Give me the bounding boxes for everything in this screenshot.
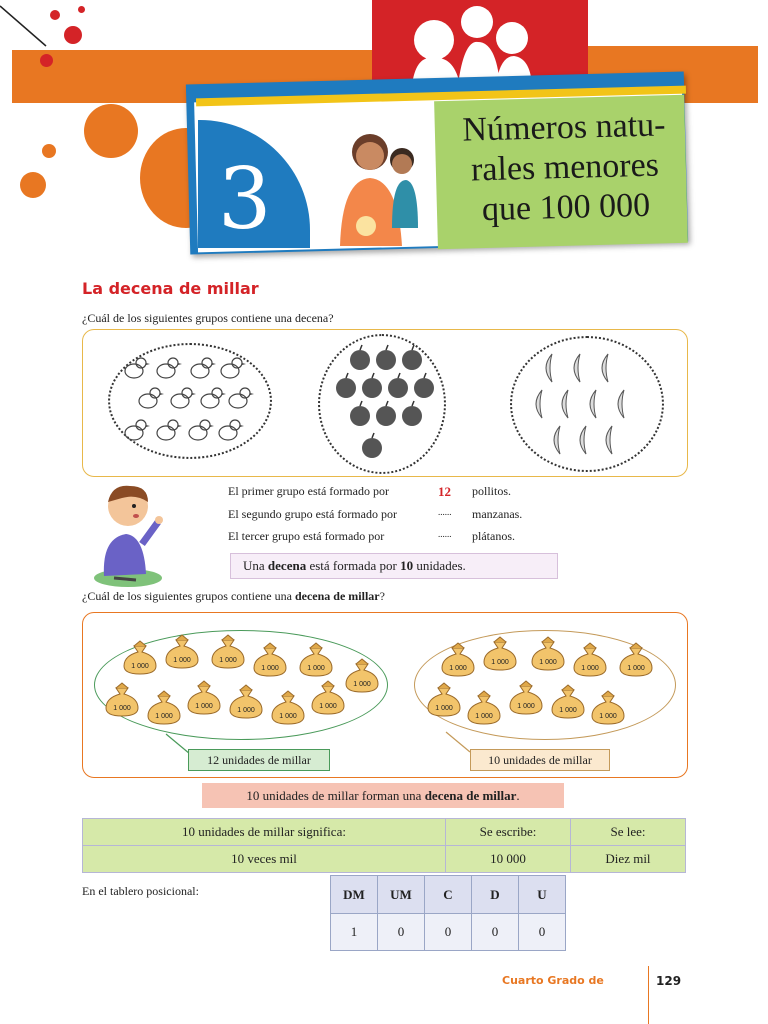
apple-icon: [402, 345, 422, 370]
money-bag-icon: [226, 684, 266, 720]
money-bag-icon: [184, 680, 224, 716]
apple-icon: [388, 373, 408, 398]
money-bag-label: 1 000: [449, 665, 467, 672]
money-bag-icon: [528, 636, 568, 672]
pv-header-u: U: [519, 876, 566, 914]
place-value-table: [330, 875, 566, 951]
boy-illustration: [92, 478, 168, 588]
money-bag-icon: [506, 680, 546, 716]
decena-post: unidades.: [413, 558, 466, 573]
money-bag-label: 1 000: [581, 665, 599, 672]
decor-dot: [78, 6, 85, 13]
banana-icon: [574, 354, 580, 382]
summary-post: .: [516, 788, 520, 803]
pv-value-dm: 1: [331, 914, 378, 951]
money-bag-icon: [424, 682, 464, 718]
decena-ten: 10: [400, 558, 414, 573]
money-bag-label: 1 000: [319, 703, 337, 710]
apple-icon: [402, 401, 422, 426]
money-bag-icon: [120, 640, 160, 676]
money-bag-icon: [438, 642, 478, 678]
pv-value-u: 0: [519, 914, 566, 951]
chick-icon: [139, 388, 164, 408]
chicks-illustration: [110, 345, 270, 457]
meaning-header-3: Se lee:: [571, 819, 686, 846]
tag-12-units: 12 unidades de millar: [188, 749, 330, 771]
money-bag-icon: [308, 680, 348, 716]
apple-icon: [350, 401, 370, 426]
chapter-number: 3: [218, 150, 272, 248]
banana-icon: [602, 354, 608, 382]
banana-icon: [580, 426, 586, 454]
decor-line: [0, 0, 60, 60]
apple-icon: [362, 433, 382, 458]
money-bag-label: 1 000: [491, 659, 509, 666]
bananas-group: [510, 336, 664, 472]
money-bag-icon: [616, 642, 656, 678]
money-bag-label: 1 000: [475, 713, 493, 720]
apple-icon: [350, 345, 370, 370]
header-white-area: [12, 0, 372, 50]
chapter-title-line: Números natu-: [461, 106, 666, 149]
pv-value-c: 0: [425, 914, 472, 951]
meaning-table: [82, 818, 686, 873]
chick-icon: [229, 388, 254, 408]
money-bag-label: 1 000: [261, 665, 279, 672]
pv-header-dm: DM: [331, 876, 378, 914]
chick-icon: [191, 358, 216, 378]
decena-mid: está formada por: [306, 558, 401, 573]
question-2: [82, 589, 385, 604]
money-bag-icon: [268, 690, 308, 726]
bananas-illustration: [512, 338, 662, 470]
money-bag-label: 1 000: [155, 713, 173, 720]
apple-icon: [336, 373, 356, 398]
decena-statement: [230, 553, 558, 579]
chick-icon: [125, 358, 150, 378]
banana-icon: [606, 426, 612, 454]
group-line-2-text: El segundo grupo está formado por: [228, 507, 397, 521]
header-white-area-right: [588, 0, 758, 46]
group-line-3-value: ......: [438, 529, 452, 539]
apple-icon: [376, 401, 396, 426]
question-2-bold: decena de millar: [294, 589, 380, 603]
money-bag-icon: [480, 636, 520, 672]
apples-group: [318, 334, 446, 474]
pv-value-d: 0: [472, 914, 519, 951]
meaning-header-1: 10 unidades de millar significa:: [83, 819, 446, 846]
chapter-title: [444, 105, 685, 231]
meaning-header-2: Se escribe:: [446, 819, 571, 846]
money-bag-icon: [342, 658, 382, 694]
money-bag-label: 1 000: [307, 665, 325, 672]
money-bag-label: 1 000: [435, 705, 453, 712]
summary-bold: decena de millar: [424, 788, 517, 803]
summary-statement: [202, 783, 564, 808]
header-photo-panel: [372, 0, 588, 85]
group-line-3-unit: plátanos.: [472, 529, 515, 543]
pv-header-um: UM: [378, 876, 425, 914]
banana-icon: [536, 390, 542, 418]
money-bag-icon: [296, 642, 336, 678]
money-bag-icon: [588, 690, 628, 726]
decor-circle: [20, 172, 46, 198]
money-bag-label: 1 000: [237, 707, 255, 714]
money-bag-icon: [144, 690, 184, 726]
banana-icon: [590, 390, 596, 418]
tablero-label: En el tablero posicional:: [82, 884, 199, 898]
chicks-group: [108, 343, 272, 459]
chick-icon: [125, 420, 150, 440]
money-bag-label: 1 000: [627, 665, 645, 672]
chick-icon: [157, 420, 182, 440]
money-bag-label: 1 000: [113, 705, 131, 712]
chick-icon: [221, 358, 246, 378]
decena-bold: decena: [267, 558, 307, 573]
apple-icon: [376, 345, 396, 370]
pv-header-d: D: [472, 876, 519, 914]
group-line-1-text: El primer grupo está formado por: [228, 484, 389, 498]
group-line-3-text: El tercer grupo está formado por: [228, 529, 385, 543]
money-bag-icon: [208, 634, 248, 670]
tag-10-units: 10 unidades de millar: [470, 749, 610, 771]
decena-pre: Una: [243, 558, 268, 573]
decor-dot: [64, 26, 82, 44]
chick-icon: [201, 388, 226, 408]
money-bag-icon: [548, 684, 588, 720]
money-bag-label: 1 000: [131, 663, 149, 670]
pv-value-um: 0: [378, 914, 425, 951]
money-bag-label: 1 000: [539, 659, 557, 666]
money-bag-icon: [162, 634, 202, 670]
section-title: La decena de millar: [82, 279, 259, 298]
question-2-pre: ¿Cuál de los siguientes grupos contiene una: [82, 589, 295, 603]
meaning-cell-1: 10 veces mil: [83, 846, 446, 873]
meaning-cell-2: 10 000: [446, 846, 571, 873]
summary-pre: 10 unidades de millar forman una: [246, 788, 425, 803]
group-line-1-unit: pollitos.: [472, 484, 512, 498]
money-bag-label: 1 000: [279, 713, 297, 720]
chick-icon: [157, 358, 182, 378]
money-bag-label: 1 000: [353, 681, 371, 688]
footer-divider: [648, 966, 649, 1024]
footer-text: Cuarto Grado de: [502, 974, 604, 987]
chick-icon: [219, 420, 244, 440]
decor-circle: [42, 144, 56, 158]
money-bag-label: 1 000: [219, 657, 237, 664]
children-photo: [322, 118, 434, 246]
money-bag-icon: [102, 682, 142, 718]
money-bag-label: 1 000: [599, 713, 617, 720]
money-bag-label: 1 000: [517, 703, 535, 710]
money-bag-icon: [250, 642, 290, 678]
people-silhouette-illustration: [372, 0, 588, 85]
money-bag-icon: [570, 642, 610, 678]
chapter-title-line: rales menores: [470, 146, 660, 189]
money-bag-label: 1 000: [559, 707, 577, 714]
chick-icon: [171, 388, 196, 408]
apple-icon: [362, 373, 382, 398]
banana-icon: [562, 390, 568, 418]
money-bag-label: 1 000: [195, 703, 213, 710]
apple-icon: [414, 373, 434, 398]
money-bag-icon: [464, 690, 504, 726]
group-line-2-value: ......: [438, 507, 452, 517]
money-bag-label: 1 000: [173, 657, 191, 664]
chapter-title-line: que 100 000: [481, 186, 651, 229]
meaning-cell-3: Diez mil: [571, 846, 686, 873]
apples-illustration: [320, 336, 444, 472]
decor-circle: [84, 104, 138, 158]
group-line-2-unit: manzanas.: [472, 507, 523, 521]
banana-icon: [554, 426, 560, 454]
question-2-suffix: ?: [379, 589, 385, 603]
banana-icon: [546, 354, 552, 382]
question-1: ¿Cuál de los siguientes grupos contiene una decena?: [82, 311, 334, 325]
group-line-1-value: 12: [438, 484, 451, 499]
pv-header-c: C: [425, 876, 472, 914]
page-number: 129: [656, 974, 682, 988]
banana-icon: [618, 390, 624, 418]
chick-icon: [189, 420, 214, 440]
